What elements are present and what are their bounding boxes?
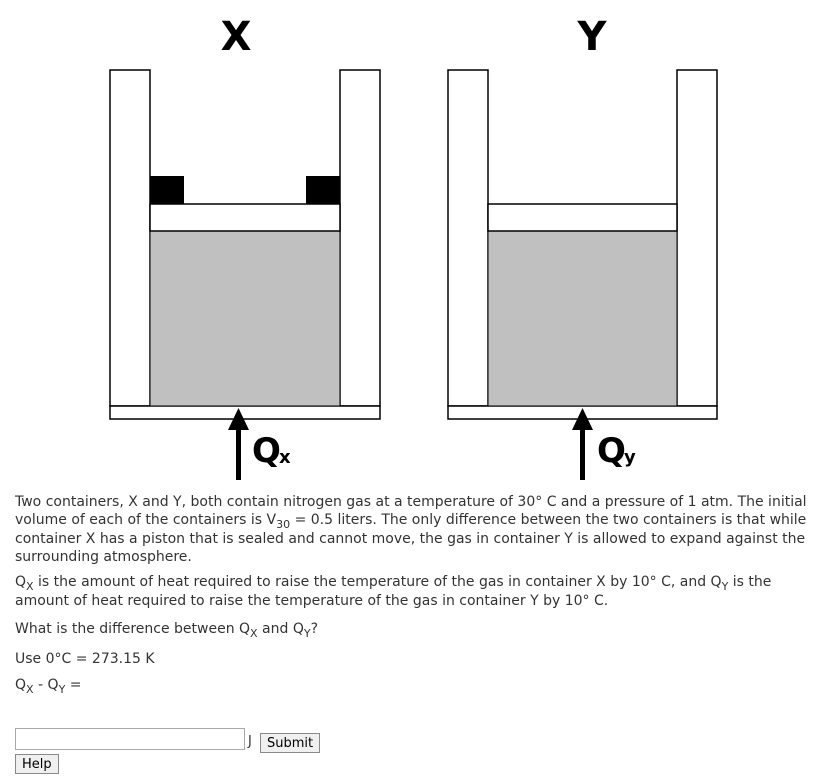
answer-unit: J	[248, 734, 252, 749]
heat-label-x: Q	[252, 431, 281, 471]
container-x	[110, 14, 380, 480]
container-x-label: X	[220, 14, 252, 60]
heat-label-y-sub: y	[624, 447, 636, 468]
help-button[interactable]: Help	[15, 754, 59, 774]
container-y-left-wall	[448, 70, 488, 406]
container-x-stop-left	[150, 176, 184, 204]
container-y-right-wall	[677, 70, 717, 406]
conversion-note: Use 0°C = 273.15 K	[15, 651, 155, 667]
heat-label-x-sub: x	[279, 447, 291, 468]
heat-label-y: Q	[597, 431, 626, 471]
problem-paragraph-2: $Q_X$ is the amount of heat required to raise the temperature of the gas in container X by 10° C, and $Q_Y$ is the amount of heat required to raise the temperature of the gas in container Y by 10° C.	[15, 574, 772, 609]
answer-input[interactable]	[15, 728, 245, 750]
container-y-piston	[488, 204, 677, 231]
problem-paragraph-1: Two containers, X and Y, both contain nitrogen gas at a temperature of 30° C and a pressure of 1 atm. The initial volume of each of the containers is $V_{30} = 0.5$ liters. The only difference between the two containers is that while container X has a piston that is sealed and cannot move, the gas in container Y is allowed to expand against the surrounding atmosphere.	[15, 494, 807, 565]
answer-prompt: $Q_X - Q_Y$ =	[15, 677, 82, 696]
container-x-right-wall	[340, 70, 380, 406]
container-y-label: Y	[577, 14, 607, 60]
problem-question: What is the difference between $Q_X$ and $Q_Y$?	[15, 621, 319, 640]
container-y-gas	[488, 231, 677, 406]
submit-button[interactable]: Submit	[260, 733, 320, 753]
container-x-piston	[150, 204, 340, 231]
container-x-base	[110, 406, 380, 419]
container-x-left-wall	[110, 70, 150, 406]
container-x-gas	[150, 231, 340, 406]
container-x-stop-right	[306, 176, 340, 204]
container-y	[448, 14, 717, 480]
